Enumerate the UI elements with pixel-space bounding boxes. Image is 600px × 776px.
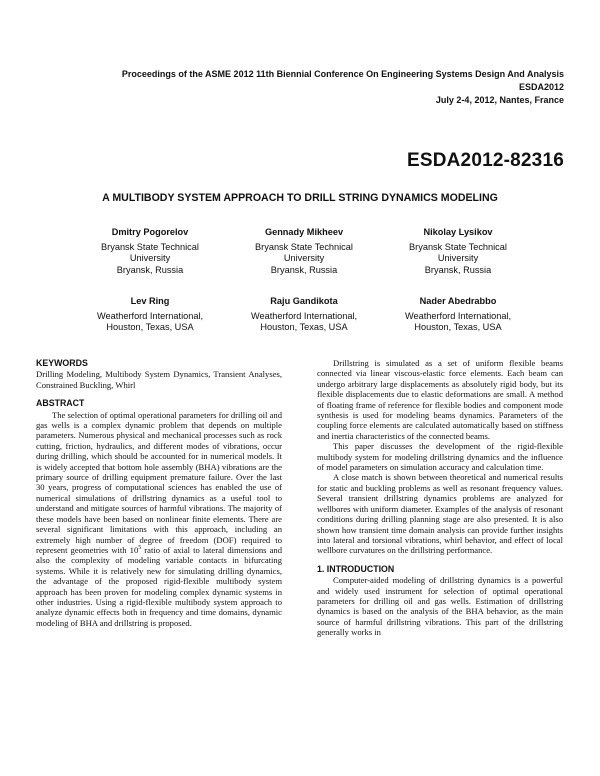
author-name: Nikolay Lysikov — [423, 227, 493, 237]
author-block — [214, 296, 394, 334]
paper-title: A MULTIBODY SYSTEM APPROACH TO DRILL STRING DYNAMICS MODELING — [102, 192, 498, 204]
abstract-text-part1: The selection of optimal operational parameters for drilling oil and gas wells is a complex dynamic problem that depends on multiple parameters. Numerous physical and mechanical processes such as rock cutting, friction, hydraulics, and different modes of vibrations, occur during drilling, which should be accounted for in numerical models. It is widely accepted that bottom hole assembly (BHA) vibrations are the primary source of drilling equipment premature failure. Over the last 30 years, progress of computational sciences has enabled the use of numerical simulations of drillstring dynamics as a useful tool to understand and mitigate sources of harmful vibrations. The majority of these models have been based on nonlinear finite elements. There are several significant limitations with this approach, including an extremely high number of degree of freedom (DOF) required to represent geometries with 10 — [36, 409, 282, 555]
keywords-text: Drilling Modeling, Multibody System Dynamics, Transient Analyses, Constrained Buckling, Whirl — [36, 369, 282, 390]
author-affiliation: Bryansk State Technical — [255, 241, 353, 252]
author-block — [60, 227, 240, 276]
author-affiliation: Bryansk State Technical — [101, 241, 199, 252]
body-paragraph: A close match is shown between theoretical and numerical results for static and buckling problems as well as resonant frequency values. Several transient drillstring dynamics problems are analyzed for wellbores with uniform diameter. Examples of the analysis of resonant conditions during drilling planning stage are also presented. It is also shown how transient time domain analysis can provide further insights into lateral and torsional vibrations, whirl behavior, and effect of local wellbore curvatures on the drillstring performance. — [317, 472, 563, 556]
proceedings-title: Proceedings of the ASME 2012 11th Biennial Conference On Engineering Systems Design And Analysis — [121, 69, 564, 79]
author-block — [368, 296, 548, 334]
author-affiliation: Houston, Texas, USA — [106, 322, 194, 333]
exponent: 5 — [138, 545, 142, 552]
author-block — [368, 227, 548, 276]
abstract-text-part2: ratio of axial to lateral dimensions and also the complexity of modeling variable contacts in bifurcating systems. While it is relatively new for simulating drilling dynamics, the advantage of the proposed rigid-flexible multibody system approach has been proven for modeling complex dynamic systems in other industries. Using a rigid-flexible multibody system approach to analyze dynamic effects both in frequency and time domains, dynamic modeling of BHA and drillstring is proposed. — [36, 544, 282, 628]
author-name: Raju Gandikota — [270, 296, 338, 306]
author-affiliation: University — [283, 253, 325, 264]
abstract-heading: ABSTRACT — [36, 398, 85, 409]
paper-id: ESDA2012-82316 — [406, 150, 564, 171]
proceedings-header — [24, 68, 564, 107]
author-affiliation: Bryansk, Russia — [270, 264, 338, 275]
author-affiliation: Weatherford International, — [404, 310, 512, 321]
conference-code: ESDA2012 — [518, 82, 564, 92]
author-block — [214, 227, 394, 276]
body-paragraph: This paper discusses the development of the rigid-flexible multibody system for modeling drillstring dynamics and the influence of model parameters on simulation accuracy and calculation time. — [317, 441, 563, 473]
body-paragraph: Computer-aided modeling of drillstring dynamics is a powerful and widely used instrument for selection of optimal operational parameters for drilling oil and gas wells. Estimation of drillstring dynamics is based on the analysis of the BHA behavior, as the main source of harmful drillstring vibrations. This part of the drillstring generally works in — [317, 575, 563, 638]
author-affiliation: Houston, Texas, USA — [414, 322, 502, 333]
left-column — [36, 358, 282, 628]
author-affiliation: Weatherford International, — [250, 310, 358, 321]
right-column — [317, 358, 563, 638]
author-name: Gennady Mikheev — [264, 227, 344, 237]
conference-date-location: July 2-4, 2012, Nantes, France — [435, 95, 564, 105]
introduction-heading: 1. INTRODUCTION — [317, 563, 395, 574]
author-affiliation: Bryansk State Technical — [409, 241, 507, 252]
author-name: Nader Abedrabbo — [419, 296, 497, 306]
author-name: Dmitry Pogorelov — [111, 227, 189, 237]
body-paragraph: Drillstring is simulated as a set of uniform flexible beams connected via linear viscous-elastic force elements. Each beam can undergo arbitrary large displacements as absolutely rigid body, but its flexible displacements due to elastic deformations are small. A method of floating frame of reference for flexible bodies and component mode synthesis is used for modeling beams dynamics. Parameters of the coupling force elements are calculated automatically based on stiffness and inertia characteristics of the connected beams. — [317, 358, 563, 441]
author-affiliation: Weatherford International, — [96, 310, 204, 321]
author-name: Lev Ring — [130, 296, 170, 306]
author-affiliation: Bryansk, Russia — [424, 264, 492, 275]
author-affiliation: University — [437, 253, 479, 264]
author-affiliation: University — [129, 253, 171, 264]
author-affiliation: Houston, Texas, USA — [260, 322, 348, 333]
author-affiliation: Bryansk, Russia — [116, 264, 184, 275]
abstract-paragraph — [36, 410, 282, 629]
keywords-heading: KEYWORDS — [36, 358, 88, 368]
author-block — [60, 296, 240, 334]
